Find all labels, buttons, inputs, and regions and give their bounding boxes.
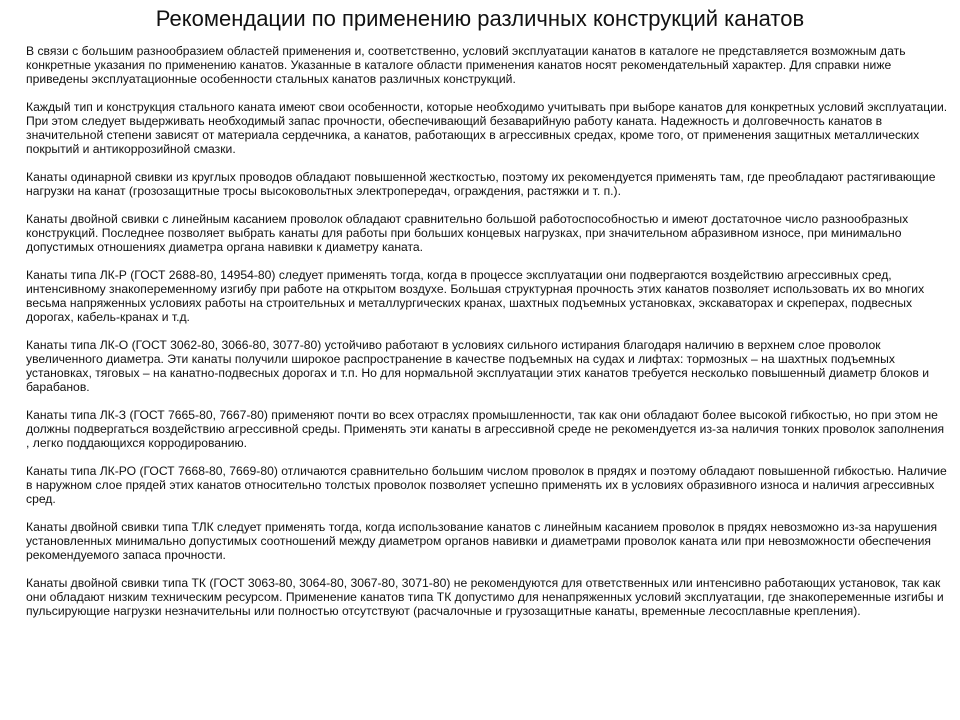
paragraph-double-lay-linear: Канаты двойной свивки с линейным касанием проволок обладают сравнительно большой работоспособностью и имеют достаточное число разнообразных конструкций. Последнее позволяет выбрать канаты для работы при больших концевых нагрузках, при значительном абразивном износе, при минимально допустимых отношениях диаметра органа навивки к диаметру каната. — [26, 212, 909, 254]
slide-body — [26, 44, 948, 618]
slide-title: Рекомендации по применению различных конструкций канатов — [155, 6, 805, 31]
paragraph-single-lay: Канаты одинарной свивки из круглых проводов обладают повышенной жесткостью, поэтому их рекомендуется применять там, где преобладают растягивающие нагрузки на канат (грозозащитные тросы высоковольтных электропередач, ограждения, растяжки и т. п.). — [26, 170, 936, 198]
paragraph-tk: Канаты двойной свивки типа ТК (ГОСТ 3063-80, 3064-80, 3067-80, 3071-80) не рекомендуются для ответственных или интенсивно работающих установок, так как они обладают низким техническим ресурсом. Применение канатов типа ТК допустимо для ненапряженных условий эксплуатации, где знакопеременные изгибы и пульсирующие нагрузки незначительны или полностью отсутствуют (расчалочные и грузозащитные канаты, временные лесосплавные крепления). — [26, 576, 944, 618]
paragraph-intro: В связи с большим разнообразием областей применения и, соответственно, условий эксплуатации канатов в каталоге не представляется возможным дать конкретные указания по применению канатов. Указанные в каталоге области применения канатов носят рекомендательный характер. Для справки ниже приведены эксплуатационные особенности стальных канатов различных конструкций. — [26, 44, 906, 86]
paragraph-lk-o: Канаты типа ЛК-О (ГОСТ 3062-80, 3066-80, 3077-80) устойчиво работают в условиях сильного истирания благодаря наличию в верхнем слое проволок увеличенного диаметра. Эти канаты получили широкое распространение в качестве подъемных на судах и лифтах: тормозных – на шахтных подъемных установках, тяговых – на канатно-подвесных дорогах и т.п. Но для нормальной эксплуатации этих канатов требуется несколько повышенный диаметр блоков и барабанов. — [26, 338, 930, 394]
paragraph-lk-ro: Канаты типа ЛК-РО (ГОСТ 7668-80, 7669-80) отличаются сравнительно большим числом проволок в прядях и поэтому обладают повышенной гибкостью. Наличие в наружном слое прядей этих канатов относительно толстых проволок позволяет успешно применять их в условиях образивного износа и наличия агрессивных сред. — [26, 464, 947, 506]
paragraph-rope-features: Каждый тип и конструкция стального каната имеют свои особенности, которые необходимо учитывать при выборе канатов для конкретных условий эксплуатации. При этом следует выдерживать необходимый запас прочности, обеспечивающий безаварийную работу каната. Надежность и долговечность канатов в значительной степени зависят от материала сердечника, а канатов, работающих в агрессивных средах, кроме того, от применения защитных металлических покрытий и антикоррозийной смазки. — [26, 100, 948, 156]
paragraph-lk-z: Канаты типа ЛК-З (ГОСТ 7665-80, 7667-80) применяют почти во всех отраслях промышленности, так как они обладают более высокой гибкостью, но при этом не должны подвергаться воздействию агрессивной среды. Применять эти канаты в агрессивной среде не рекомендуется из-за наличия тонких проволок заполнения , легко поддающихся корродированию. — [26, 408, 945, 450]
paragraph-lk-r: Канаты типа ЛК-Р (ГОСТ 2688-80, 14954-80) следует применять тогда, когда в процессе эксплуатации они подвергаются воздействию агрессивных сред, интенсивному знакопеременному изгибу при работе на открытом воздухе. Большая структурная прочность этих канатов позволяет использовать их во многих весьма напряженных условиях работы на строительных и металлургических кранах, шахтных подъемных установках, экскаваторах и скреперах, подвесных дорогах, кабель-кранах и т.д. — [26, 268, 925, 324]
paragraph-tlk: Канаты двойной свивки типа ТЛК следует применять тогда, когда использование канатов с линейным касанием проволок в прядях невозможно из-за нарушения установленных минимально допустимых соотношений между диаметром органов навивки и диаметрами проволок каната или при невозможности обеспечения рекомендуемого запаса прочности. — [26, 520, 938, 562]
